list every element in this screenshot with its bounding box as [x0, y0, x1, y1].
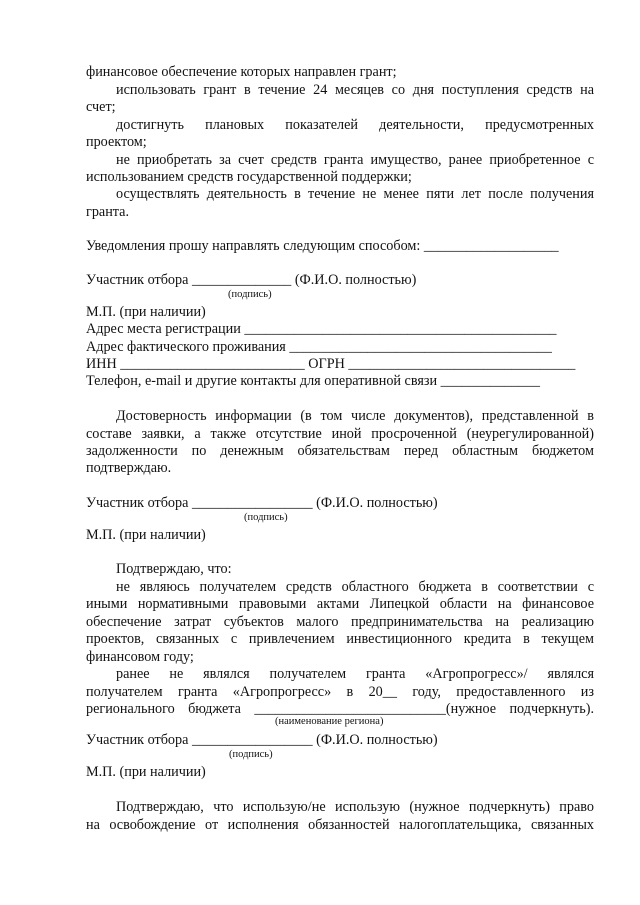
- text-line: обеспечение затрат субъектов малого предпринимательства на реализацию: [86, 614, 594, 630]
- signature-caption: (подпись): [244, 512, 288, 523]
- text-line: счет;: [86, 99, 116, 115]
- confirmation-heading: Подтверждаю, что:: [116, 561, 232, 577]
- text-line: Подтверждаю, что использую/не использую (нужное подчеркнуть) право: [116, 799, 594, 815]
- signature-line: Участник отбора ______________ (Ф.И.О. полностью): [86, 272, 417, 288]
- signature-caption: (подпись): [229, 749, 273, 760]
- residence-address-line: Адрес фактического проживания _____________________________________: [86, 339, 552, 355]
- seal-line: М.П. (при наличии): [86, 764, 206, 780]
- text-line: использованием средств государственной поддержки;: [86, 169, 412, 185]
- text-line: составе заявки, а также отсутствие иной просроченной (неурегулированной): [86, 426, 594, 442]
- text-line: осуществлять деятельность в течение не менее пяти лет после получения: [116, 186, 594, 202]
- text-line: иными нормативными правовыми актами Липецкой области на финансовое: [86, 596, 594, 612]
- text-line: проектом;: [86, 134, 147, 150]
- inn-ogrn-line: ИНН __________________________ ОГРН ________________________________: [86, 356, 576, 372]
- text-line: достигнуть плановых показателей деятельности, предусмотренных: [116, 117, 594, 133]
- signature-line: Участник отбора _________________ (Ф.И.О. полностью): [86, 495, 438, 511]
- text-line: задолженности по денежным обязательствам перед областным бюджетом: [86, 443, 594, 459]
- notification-method-line: Уведомления прошу направлять следующим способом: ___________________: [86, 238, 559, 254]
- seal-line: М.П. (при наличии): [86, 527, 206, 543]
- region-caption: (наименование региона): [275, 716, 384, 727]
- text-line: не приобретать за счет средств гранта имущество, ранее приобретенное с: [116, 152, 594, 168]
- signature-line: Участник отбора _________________ (Ф.И.О. полностью): [86, 732, 438, 748]
- text-line: получателем гранта «Агропрогресс» в 20__ году, предоставленного из: [86, 684, 594, 700]
- registration-address-line: Адрес места регистрации ____________________________________________: [86, 321, 557, 337]
- text-line: использовать грант в течение 24 месяцев со дня поступления средств на: [116, 82, 594, 98]
- text-line: финансовое обеспечение которых направлен грант;: [86, 64, 397, 80]
- text-line: проектов, связанных с привлечением инвестиционного кредита в текущем: [86, 631, 594, 647]
- text-line: подтверждаю.: [86, 460, 172, 476]
- text-line: на освобождение от исполнения обязанностей налогоплательщика, связанных: [86, 817, 594, 833]
- contacts-line: Телефон, e-mail и другие контакты для оперативной связи ______________: [86, 373, 540, 389]
- text-line: финансовом году;: [86, 649, 194, 665]
- text-line: гранта.: [86, 204, 130, 220]
- text-line: ранее не являлся получателем гранта «Агропрогресс»/ являлся: [116, 666, 594, 682]
- text-line: регионального бюджета ___________________________(нужное подчеркнуть).: [86, 701, 594, 717]
- signature-caption: (подпись): [228, 289, 272, 300]
- seal-line: М.П. (при наличии): [86, 304, 206, 320]
- text-line: не являюсь получателем средств областного бюджета в соответствии с: [116, 579, 594, 595]
- text-line: Достоверность информации (в том числе документов), представленной в: [116, 408, 594, 424]
